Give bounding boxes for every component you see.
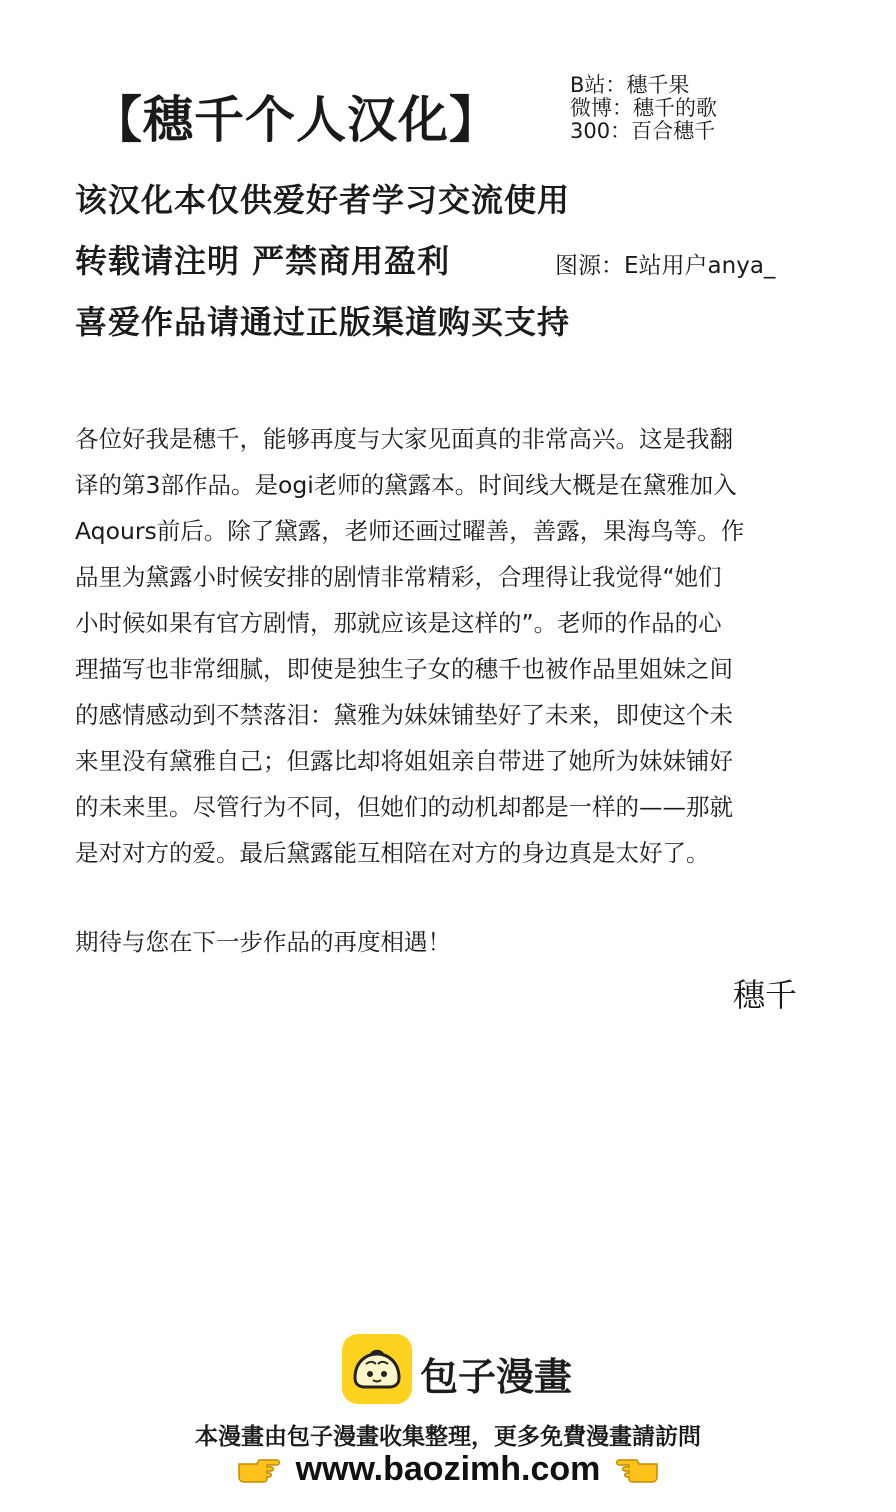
footer-note: 本漫畫由包子漫畫收集整理，更多免費漫畫請訪問 bbox=[195, 1424, 701, 1450]
message-line: 小时候如果有官方剧情，那就应该是这样的”。老师的作品的心 bbox=[75, 609, 722, 637]
message-line: Aqours前后。除了黛露，老师还画过曜善，善露，果海鸟等。作 bbox=[75, 517, 745, 545]
page-title: 【穗千个人汉化】 bbox=[92, 91, 500, 149]
message-line: 各位好我是穗千，能够再度与大家见面真的非常高兴。这是我翻 bbox=[75, 425, 733, 453]
notice-line-2: 转载请注明 严禁商用盈利 bbox=[75, 242, 451, 280]
message-line: 的感情感动到不禁落泪：黛雅为妹妹铺垫好了未来，即使这个未 bbox=[75, 701, 733, 729]
credit-weibo: 微博：穗千的歌 bbox=[570, 96, 717, 120]
message-line: 理描写也非常细腻，即使是独生子女的穗千也被作品里姐妹之间 bbox=[75, 655, 733, 683]
message-line: 品里为黛露小时候安排的剧情非常精彩，合理得让我觉得“她们 bbox=[75, 563, 722, 591]
message-line: 是对对方的爱。最后黛露能互相陪在对方的身边真是太好了。 bbox=[75, 839, 710, 867]
site-url[interactable]: www.baozimh.com bbox=[295, 1450, 601, 1488]
baozi-logo-icon bbox=[342, 1334, 412, 1404]
credit-300: 300：百合穗千 bbox=[570, 119, 716, 143]
message-line: 来里没有黛雅自己；但露比却将姐姐亲自带进了她所为妹妹铺好 bbox=[75, 747, 733, 775]
translator-message bbox=[75, 416, 815, 876]
message-line: 的未来里。尽管行为不同，但她们的动机却都是一样的——那就 bbox=[75, 793, 733, 821]
brand-name: 包子漫畫 bbox=[420, 1355, 573, 1399]
pointing-right-icon bbox=[237, 1453, 281, 1487]
notice-line-1: 该汉化本仅供爱好者学习交流使用 bbox=[75, 181, 571, 219]
notice-line-3: 喜爱作品请通过正版渠道购买支持 bbox=[75, 303, 571, 341]
credit-bilibili: B站：穗千果 bbox=[570, 73, 690, 97]
image-source: 图源：E站用户anya_ bbox=[555, 253, 776, 279]
message-line: 译的第3部作品。是ogi老师的黛露本。时间线大概是在黛雅加入 bbox=[75, 471, 737, 499]
pointing-left-icon bbox=[615, 1453, 659, 1487]
credits-block bbox=[570, 74, 717, 143]
url-row bbox=[0, 1450, 896, 1489]
closing-line: 期待与您在下一步作品的再度相遇！ bbox=[75, 928, 451, 956]
signature: 穗千 bbox=[733, 976, 798, 1014]
